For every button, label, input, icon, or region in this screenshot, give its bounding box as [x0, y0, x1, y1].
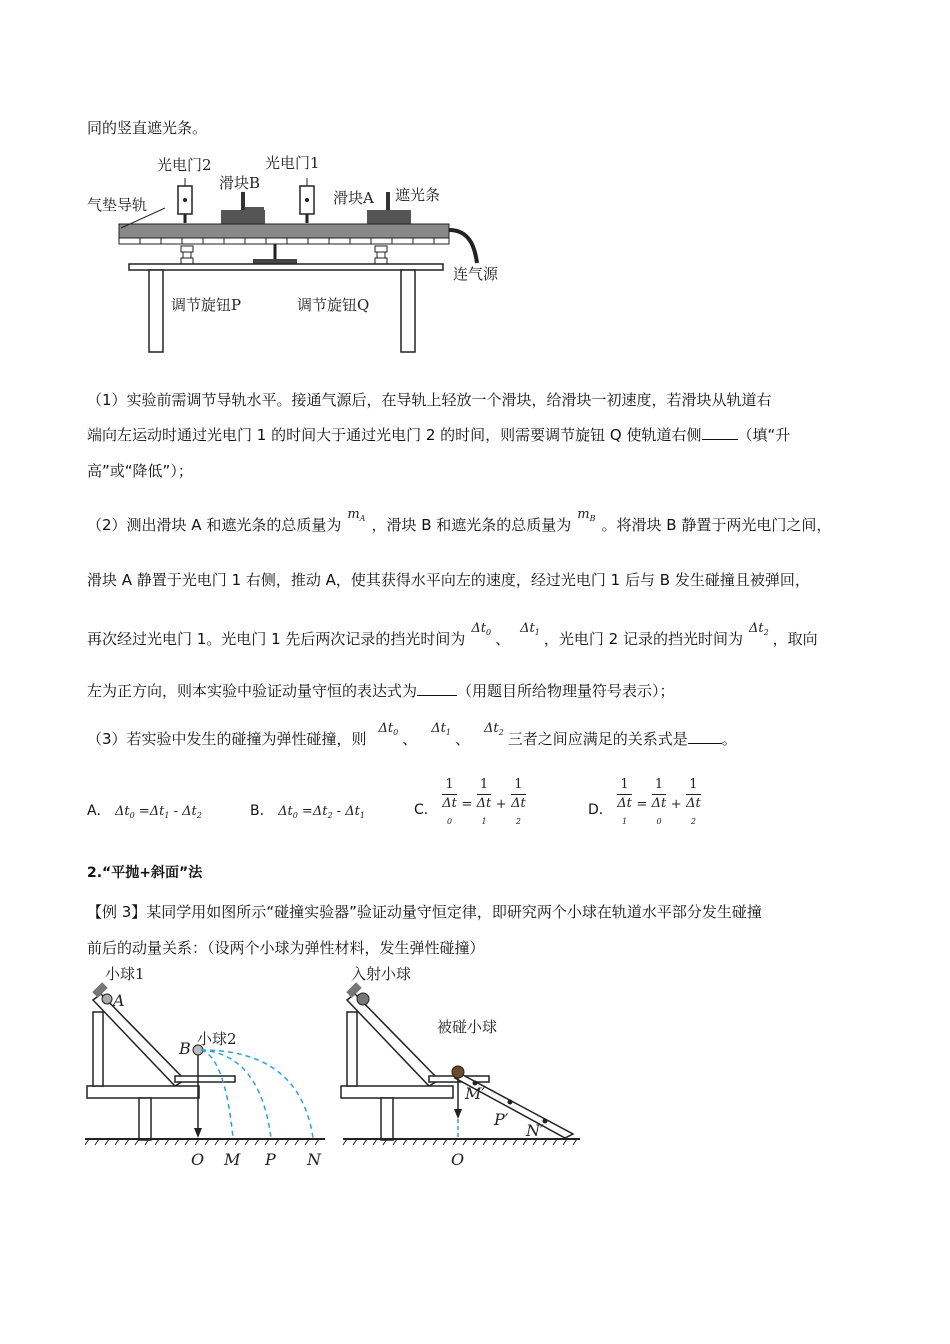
option-b-label: B．	[250, 803, 274, 819]
label-point-p: P	[265, 1150, 276, 1169]
symbol-m-a: $m_A$	[347, 507, 366, 523]
q3-sep1: 、	[402, 730, 418, 748]
symbol-m-b: $m_B$	[577, 507, 596, 523]
label-point-n-prime: N′	[526, 1121, 544, 1140]
q2-line3	[87, 621, 818, 656]
option-c-eq: =	[461, 796, 473, 812]
option-a-label: A．	[87, 803, 111, 819]
q2-blank	[417, 695, 457, 696]
option-a-formula: $\Delta t_0 =\Delta t_1 - \Delta t_2$	[115, 804, 202, 820]
q3-text-a: （3）若实验中发生的碰撞为弹性碰撞，则	[87, 730, 367, 748]
label-slider-a: 滑块A	[333, 189, 374, 207]
example3-line1: 【例 3】某同学用如图所示“碰撞实验器”验证动量守恒定律，即研究两个小球在轨道水平部分发生碰撞	[87, 903, 762, 921]
q2-line4	[87, 680, 675, 702]
symbol-dt1: $\Delta t_1$	[520, 621, 540, 637]
q3-dt1: $\Delta t_1$	[431, 721, 451, 737]
q3-sep2: 、	[455, 730, 471, 748]
option-d[interactable]	[588, 776, 701, 831]
option-d-label: D．	[588, 801, 613, 818]
option-b[interactable]	[250, 800, 365, 820]
q1-line2-after: （填“升	[737, 426, 791, 444]
q2-p1-b: ，滑块 B 和遮光条的总质量为	[371, 516, 572, 534]
label-incident-ball: 入射小球	[351, 965, 412, 983]
q3-line	[87, 721, 737, 756]
label-point-o2: O	[451, 1150, 465, 1169]
label-point-m-prime: M′	[465, 1084, 486, 1103]
q1-line1: （1）实验前需调节导轨水平。接通气源后，在导轨上轻放一个滑块，给滑块一初速度，若滑块从轨道右	[87, 391, 772, 409]
q1-blank	[702, 439, 738, 440]
label-point-p-prime: P′	[494, 1110, 509, 1129]
q1-line3: 高”或“降低”）；	[87, 462, 193, 480]
label-knob-q: 调节旋钮Q	[297, 296, 370, 314]
option-c-frac1: 1 Δt 1	[476, 777, 492, 826]
q2-p3-a: 再次经过光电门 1。光电门 1 先后两次记录的挡光时间为	[87, 630, 466, 648]
option-c-label: C．	[414, 801, 438, 818]
option-d-eq: =	[636, 796, 648, 812]
label-ball2: 小球2	[197, 1030, 237, 1048]
q3-text-c: 。	[721, 730, 737, 748]
option-d-frac2: 1 Δt 2	[686, 777, 701, 826]
label-point-a: A	[113, 991, 125, 1010]
option-d-frac1: 1 Δt 0	[651, 777, 667, 826]
label-ball1: 小球1	[105, 965, 145, 983]
q2-p4-b: （用题目所给物理量符号表示）；	[457, 682, 675, 700]
label-air-source: 连气源	[453, 265, 499, 283]
q2-line2: 滑块 A 静置于光电门 1 右侧，推动 A，使其获得水平向左的速度，经过光电门 1 后与 B 发生碰撞且被弹回，	[87, 571, 810, 589]
label-point-m: M	[224, 1150, 241, 1169]
air-track-figure	[85, 148, 515, 358]
label-point-b: B	[179, 1039, 191, 1058]
symbol-dt2: $\Delta t_2$	[748, 621, 769, 637]
intro-tail: 同的竖直遮光条。	[87, 119, 208, 137]
option-c-plus: +	[495, 796, 507, 812]
q2-line1	[87, 507, 832, 542]
label-gate2: 光电门2	[157, 156, 212, 174]
option-c-frac0: 1 Δt 0	[442, 777, 457, 826]
q3-text-b: 三者之间应满足的关系式是	[507, 730, 688, 748]
option-b-formula: $\Delta t_0 =\Delta t_2 - \Delta t_1$	[278, 804, 365, 820]
q3-blank	[688, 743, 722, 744]
q3-dt2: $\Delta t_2$	[484, 721, 504, 737]
option-d-frac0: 1 Δt 1	[617, 777, 632, 826]
q2-p1-c: 。将滑块 B 静置于两光电门之间，	[601, 516, 832, 534]
label-target-ball: 被碰小球	[437, 1018, 498, 1036]
label-rail: 气垫导轨	[87, 196, 148, 214]
collision-figure	[85, 962, 585, 1177]
q2-p3-sep: 、	[495, 630, 511, 648]
option-a[interactable]	[87, 800, 202, 820]
option-c[interactable]	[414, 776, 526, 831]
example3-line2: 前后的动量关系：（设两个小球为弹性材料，发生弹性碰撞）	[87, 939, 485, 957]
q1-line2	[87, 424, 790, 446]
option-d-plus: +	[670, 796, 682, 812]
label-point-n: N	[307, 1150, 321, 1169]
q2-p3-c: ，取向	[772, 630, 818, 648]
option-c-frac2: 1 Δt 2	[511, 777, 526, 826]
q2-p4-a: 左为正方向，则本实验中验证动量守恒的表达式为	[87, 682, 418, 700]
label-gate1: 光电门1	[265, 154, 320, 172]
q1-line2-text: 端向左运动时通过光电门 1 的时间大于通过光电门 2 的时间，则需要调节旋钮 Q 使轨道右侧	[87, 426, 702, 444]
label-slider-b: 滑块B	[219, 174, 261, 192]
q3-dt0: $\Delta t_0$	[378, 721, 399, 737]
q2-p3-b: ，光电门 2 记录的挡光时间为	[543, 630, 743, 648]
label-shutter: 遮光条	[395, 186, 441, 204]
symbol-dt0: $\Delta t_0$	[471, 621, 492, 637]
q2-p1-a: （2）测出滑块 A 和遮光条的总质量为	[87, 516, 342, 534]
section2-heading: 2.“平抛+斜面”法	[87, 865, 203, 881]
label-knob-p: 调节旋钮P	[171, 296, 242, 314]
label-point-o: O	[191, 1150, 205, 1169]
